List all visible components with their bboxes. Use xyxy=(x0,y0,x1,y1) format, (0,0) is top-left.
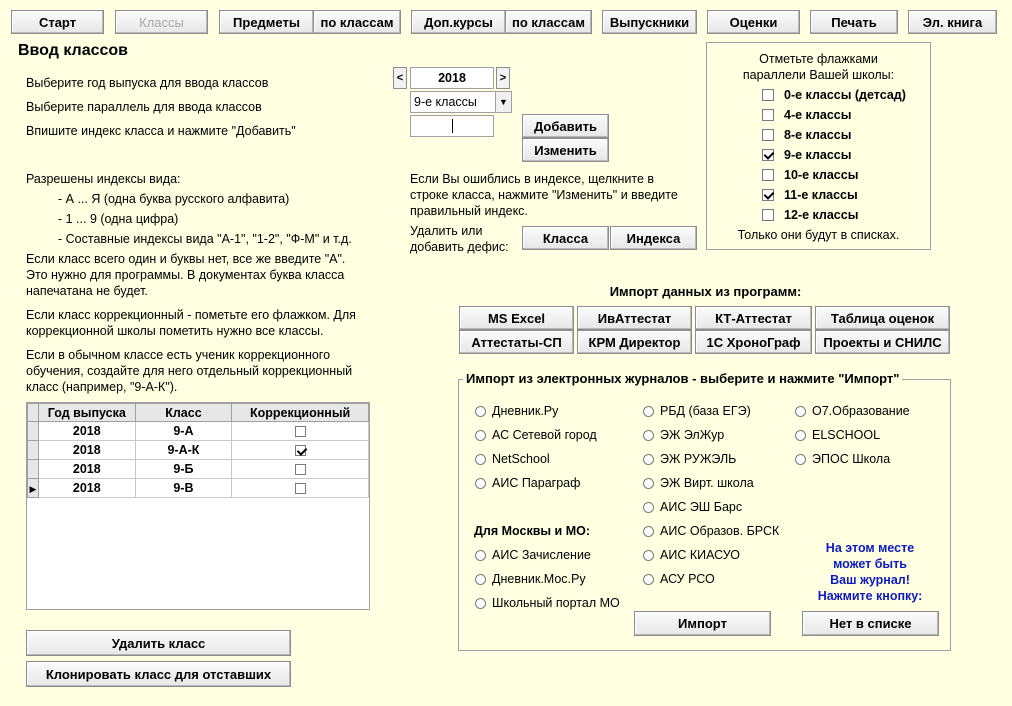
journal-option[interactable] xyxy=(475,452,550,466)
cell-year[interactable]: 2018 xyxy=(38,460,135,479)
radio-button[interactable] xyxy=(643,502,654,513)
cell-class[interactable]: 9-В xyxy=(135,479,232,498)
journal-option-label: АИС КИАСУО xyxy=(660,548,741,562)
parallel-select-value: 9-е классы xyxy=(414,95,477,109)
mistake-note-1: Если Вы ошиблись в индексе, щелкните в xyxy=(410,172,655,186)
grades-button[interactable]: Оценки xyxy=(707,10,800,34)
import-program-button[interactable]: Аттестаты-СП xyxy=(459,330,574,354)
page-title: Ввод классов xyxy=(18,42,129,59)
journal-option[interactable] xyxy=(475,476,580,490)
journal-option[interactable] xyxy=(643,572,715,586)
single-class-note-1: Если класс всего один и буквы нет, все же введите "А". xyxy=(26,252,346,266)
graduates-button[interactable]: Выпускники xyxy=(602,10,697,34)
radio-button[interactable] xyxy=(643,454,654,465)
journal-option[interactable] xyxy=(795,452,890,466)
year-next-button[interactable]: > xyxy=(496,67,510,89)
radio-button[interactable] xyxy=(795,430,806,441)
parallel-item[interactable] xyxy=(762,88,906,102)
mistake-note-3: правильный индекс. xyxy=(410,204,528,218)
not-in-list-button[interactable]: Нет в списке xyxy=(802,611,939,636)
subjects-by-class-button[interactable]: по классам xyxy=(313,10,401,34)
row-selector[interactable] xyxy=(28,460,39,479)
journal-option[interactable] xyxy=(643,476,754,490)
hyphen-label-1: Удалить или xyxy=(410,224,483,238)
grid-header-correction[interactable]: Коррекционный xyxy=(232,404,369,422)
allowed-label: Разрешены индексы вида: xyxy=(26,172,181,186)
grid-header-class[interactable]: Класс xyxy=(135,404,232,422)
select-parallel-label: Выберите параллель для ввода классов xyxy=(26,100,262,114)
mistake-note-2: строке класса, нажмите "Изменить" и введите xyxy=(410,188,678,202)
import-program-button[interactable]: КТ-Аттестат xyxy=(695,306,812,330)
parallel-label: 11-е классы xyxy=(784,188,858,202)
journal-option[interactable] xyxy=(475,404,558,418)
grid-header-year[interactable]: Год выпуска xyxy=(38,404,135,422)
extra-courses-by-class-button[interactable]: по классам xyxy=(505,10,592,34)
table-row[interactable] xyxy=(28,460,369,479)
journal-option-label: РБД (база ЕГЭ) xyxy=(660,404,751,418)
radio-button[interactable] xyxy=(643,406,654,417)
row-selector[interactable] xyxy=(28,441,39,460)
import-program-button[interactable]: Таблица оценок xyxy=(815,306,950,330)
journal-option-label: ELSCHOOL xyxy=(812,428,881,442)
parallels-footer: Только они будут в списках. xyxy=(737,228,900,242)
radio-button[interactable] xyxy=(475,454,486,465)
radio-button[interactable] xyxy=(475,478,486,489)
table-row[interactable] xyxy=(28,422,369,441)
hyphen-class-button[interactable]: Класса xyxy=(522,226,609,250)
correction-note-1: Если класс коррекционный - пометьте его флажком. Для xyxy=(26,308,356,322)
classes-grid[interactable] xyxy=(26,402,370,610)
promo-line-4: Нажмите кнопку: xyxy=(817,589,923,603)
parallel-label: 12-е классы xyxy=(784,208,859,222)
parallel-checkbox[interactable] xyxy=(762,189,774,201)
radio-button[interactable] xyxy=(475,598,486,609)
journal-option[interactable] xyxy=(475,572,586,586)
parallel-label: 0-е классы (детсад) xyxy=(784,88,906,102)
cell-correction[interactable] xyxy=(232,460,369,479)
journal-option[interactable] xyxy=(475,548,591,562)
parallel-label: 4-е классы xyxy=(784,108,852,122)
correction-checkbox[interactable] xyxy=(295,464,306,475)
chevron-down-icon[interactable]: ▼ xyxy=(495,92,511,112)
radio-button[interactable] xyxy=(795,406,806,417)
row-selector[interactable] xyxy=(28,422,39,441)
import-programs-title: Импорт данных из программ: xyxy=(609,284,802,299)
journals-title: Импорт из электронных журналов - выберите и нажмите "Импорт" xyxy=(463,371,902,387)
cell-year[interactable]: 2018 xyxy=(38,479,135,498)
promo-line-1: На этом месте xyxy=(825,541,915,555)
cell-year[interactable]: 2018 xyxy=(38,441,135,460)
journal-option-label: Дневник.Мос.Ру xyxy=(492,572,586,586)
parallel-checkbox[interactable] xyxy=(762,209,774,221)
radio-button[interactable] xyxy=(475,430,486,441)
correction-checkbox[interactable] xyxy=(295,483,306,494)
single-class-note-3: напечатана не будет. xyxy=(26,284,148,298)
student-note-2: обучения, создайте для него отдельный коррекционный xyxy=(26,364,353,378)
journal-option-label: NetSchool xyxy=(492,452,550,466)
journal-option[interactable] xyxy=(643,404,751,418)
parallel-checkbox[interactable] xyxy=(762,149,774,161)
table-row[interactable] xyxy=(28,479,369,498)
radio-button[interactable] xyxy=(643,430,654,441)
journal-option[interactable] xyxy=(643,452,736,466)
cell-correction[interactable] xyxy=(232,441,369,460)
journal-option[interactable] xyxy=(795,428,880,442)
cell-class[interactable]: 9-Б xyxy=(135,460,232,479)
radio-button[interactable] xyxy=(475,550,486,561)
correction-checkbox[interactable] xyxy=(295,426,306,437)
year-prev-button[interactable]: < xyxy=(393,67,407,89)
parallel-item[interactable] xyxy=(762,108,851,122)
cell-class[interactable]: 9-А-К xyxy=(135,441,232,460)
journal-option[interactable] xyxy=(475,596,620,610)
parallel-label: 10-е классы xyxy=(784,168,859,182)
grid-corner xyxy=(28,404,39,422)
journal-option-label: АСУ РСО xyxy=(660,572,715,586)
import-button[interactable]: Импорт xyxy=(634,611,771,636)
radio-button[interactable] xyxy=(643,526,654,537)
correction-note-2: коррекционной школы пометить нужно все классы. xyxy=(26,324,324,338)
journal-option[interactable] xyxy=(475,428,597,442)
parallel-checkbox[interactable] xyxy=(762,169,774,181)
radio-button[interactable] xyxy=(475,574,486,585)
import-program-button[interactable]: MS Excel xyxy=(459,306,574,330)
clone-class-button[interactable]: Клонировать класс для отставших xyxy=(26,661,291,687)
journal-option-label: ЭЖ ЭлЖур xyxy=(660,428,725,442)
current-row-arrow-icon: ▶ xyxy=(29,484,37,494)
add-button[interactable]: Добавить xyxy=(522,114,609,138)
radio-button[interactable] xyxy=(643,478,654,489)
student-note-1: Если в обычном классе есть ученик коррекционного xyxy=(26,348,331,362)
row-selector[interactable] xyxy=(28,479,39,498)
text-cursor xyxy=(452,119,453,133)
import-program-button[interactable]: ИвАттестат xyxy=(577,306,692,330)
moscow-label: Для Москвы и МО: xyxy=(474,524,590,538)
journal-option-label: АС Сетевой город xyxy=(492,428,597,442)
start-button[interactable]: Старт xyxy=(11,10,104,34)
cell-class[interactable]: 9-А xyxy=(135,422,232,441)
subjects-button[interactable]: Предметы xyxy=(219,10,314,34)
parallel-item[interactable] xyxy=(762,128,851,142)
rule-digit: - 1 ... 9 (одна цифра) xyxy=(58,212,179,226)
parallel-checkbox[interactable] xyxy=(762,89,774,101)
journal-option-label: АИС Зачисление xyxy=(492,548,591,562)
parallel-checkbox[interactable] xyxy=(762,129,774,141)
select-year-label: Выберите год выпуска для ввода классов xyxy=(26,76,269,90)
journal-option-label: Дневник.Ру xyxy=(492,404,559,418)
parallel-label: 8-е классы xyxy=(784,128,852,142)
enter-index-label: Впишите индекс класса и нажмите "Добавить" xyxy=(26,124,296,138)
parallel-checkbox[interactable] xyxy=(762,109,774,121)
hyphen-index-button[interactable]: Индекса xyxy=(610,226,697,250)
parallel-item[interactable] xyxy=(762,168,858,182)
cell-correction[interactable] xyxy=(232,422,369,441)
journal-option[interactable] xyxy=(643,524,779,538)
import-program-button[interactable]: КРМ Директор xyxy=(577,330,692,354)
journal-option[interactable] xyxy=(643,428,724,442)
rule-letter: - А ... Я (одна буква русского алфавита) xyxy=(58,192,290,206)
journal-option-label: ЭПОС Школа xyxy=(812,452,891,466)
journal-option-label: О7.Образование xyxy=(812,404,910,418)
parallel-item[interactable] xyxy=(762,148,851,162)
cell-year[interactable]: 2018 xyxy=(38,422,135,441)
journal-option-label: АИС Образов. БРСК xyxy=(660,524,780,538)
rule-compound: - Составные индексы вида "А-1", "1-2", "Ф-М" и т.д. xyxy=(58,232,352,246)
index-input[interactable] xyxy=(410,115,494,137)
journal-option[interactable] xyxy=(643,548,740,562)
classes-button: Классы xyxy=(115,10,208,34)
correction-checkbox[interactable] xyxy=(295,445,306,456)
hyphen-label-2: добавить дефис: xyxy=(410,240,509,254)
journal-option-label: ЭЖ Вирт. школа xyxy=(660,476,754,490)
journal-option-label: ЭЖ РУЖЭЛЬ xyxy=(660,452,737,466)
radio-button[interactable] xyxy=(795,454,806,465)
import-program-button[interactable]: 1С ХроноГраф xyxy=(695,330,812,354)
print-button[interactable]: Печать xyxy=(810,10,898,34)
parallel-item[interactable] xyxy=(762,188,858,202)
student-note-3: класс (например, "9-А-К"). xyxy=(26,380,178,394)
parallel-item[interactable] xyxy=(762,208,858,222)
radio-button[interactable] xyxy=(643,550,654,561)
promo-line-3: Ваш журнал! xyxy=(830,573,910,587)
change-button[interactable]: Изменить xyxy=(522,138,609,162)
journal-option[interactable] xyxy=(795,404,910,418)
journal-option-label: АИС Параграф xyxy=(492,476,581,490)
cell-correction[interactable] xyxy=(232,479,369,498)
import-program-button[interactable]: Проекты и СНИЛС xyxy=(815,330,950,354)
parallel-select[interactable] xyxy=(410,91,512,113)
extra-courses-button[interactable]: Доп.курсы xyxy=(411,10,506,34)
journal-option[interactable] xyxy=(643,500,742,514)
promo-line-2: может быть xyxy=(833,557,907,571)
radio-button[interactable] xyxy=(475,406,486,417)
single-class-note-2: Это нужно для программы. В документах буква класса xyxy=(26,268,345,282)
ebook-button[interactable]: Эл. книга xyxy=(908,10,997,34)
table-row[interactable] xyxy=(28,441,369,460)
parallel-label: 9-е классы xyxy=(784,148,852,162)
year-field[interactable]: 2018 xyxy=(410,67,494,89)
journal-option-label: АИС ЭШ Барс xyxy=(660,500,743,514)
journal-option-label: Школьный портал МО xyxy=(492,596,620,610)
delete-class-button[interactable]: Удалить класс xyxy=(26,630,291,656)
parallels-header-1: Отметьте флажками xyxy=(759,52,878,66)
parallels-header-2: параллели Вашей школы: xyxy=(742,68,895,82)
radio-button[interactable] xyxy=(643,574,654,585)
